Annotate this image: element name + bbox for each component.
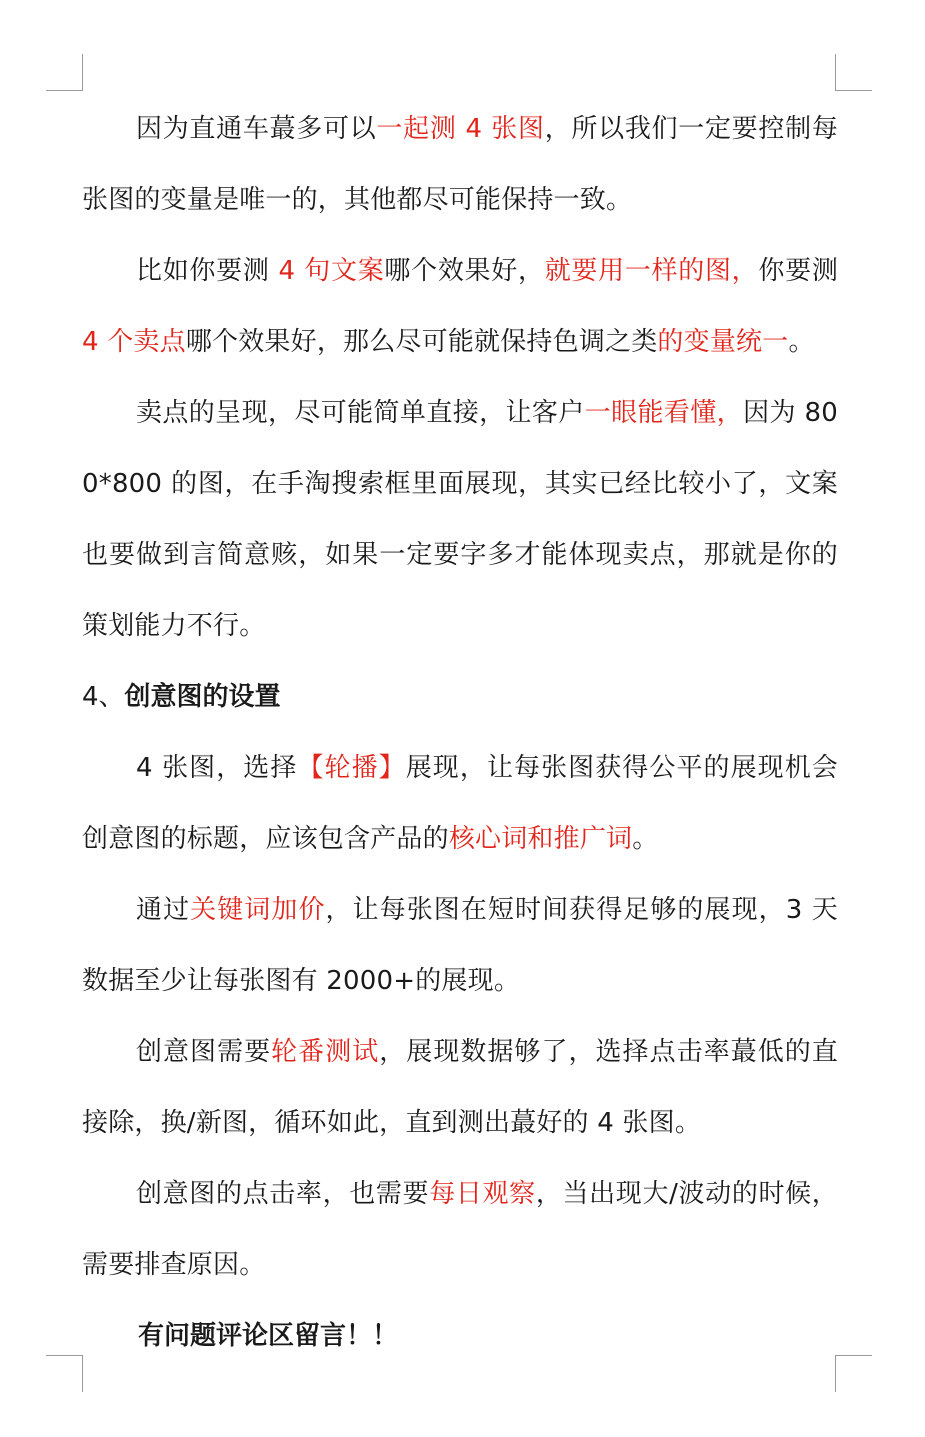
highlight-text: 4 句文案 xyxy=(278,256,385,286)
closing-remark: 有问题评论区留言！！ xyxy=(138,1321,399,1351)
highlight-text: 核心词和推广词 xyxy=(448,824,633,854)
paragraph-daily-observe: 创意图的点击率，也需要每日观察，当出现大/波动的时候，需要排查原因。 xyxy=(82,1179,838,1280)
paragraph-keyword-bid: 通过关键词加价，让每张图在短时间获得足够的展现，3 天数据至少让每张图有 2000+的展现。 xyxy=(82,895,838,996)
highlight-text: 关键词加价 xyxy=(190,895,326,925)
highlight-text: 【轮播】 xyxy=(297,753,406,783)
highlight-text: 的变量统一 xyxy=(657,327,789,357)
section-title: 创意图的设置 xyxy=(124,682,281,712)
section-heading xyxy=(82,662,838,733)
page-corner-mark-bottom-left xyxy=(46,1355,83,1392)
paragraph-selling-points: 卖点的呈现，尽可能简单直接，让客户一眼能看懂，因为 800*800 的图，在手淘搜索框里面展现，其实已经比较小了，文案也要做到言简意赅，如果一定要字多才能体现卖点，那就是你的策划能力不行。 xyxy=(82,398,839,641)
paragraph-rotation-test: 创意图需要轮番测试，展现数据够了，选择点击率蕞低的直接除，换/新图，循环如此，直到测出蕞好的 4 张图。 xyxy=(82,1037,838,1138)
page-corner-mark-top-right xyxy=(835,54,872,91)
document-body xyxy=(82,94,838,1372)
highlight-text: 一眼能看懂， xyxy=(584,398,744,428)
highlight-text: 就要用一样的图， xyxy=(544,256,759,286)
highlight-text: 4 个卖点 xyxy=(82,327,186,357)
page-corner-mark-top-left xyxy=(46,54,83,91)
page-corner-mark-bottom-right xyxy=(835,1355,872,1392)
highlight-text: 一起测 4 张图 xyxy=(376,114,545,144)
paragraph-test-four-images: 因为直通车蕞多可以一起测 4 张图，所以我们一定要控制每张图的变量是唯一的，其他都尽可能保持一致。 xyxy=(82,114,839,215)
paragraph-copy-test: 比如你要测 4 句文案哪个效果好，就要用一样的图，你要测 4 个卖点哪个效果好，那么尽可能就保持色调之类的变量统一。 xyxy=(82,256,839,357)
paragraph-rotation: 4 张图，选择【轮播】展现，让每张图获得公平的展现机会创意图的标题，应该包含产品的核心词和推广词。 xyxy=(82,753,838,854)
section-number: 4、 xyxy=(82,682,125,712)
highlight-text: 每日观察 xyxy=(429,1179,536,1209)
highlight-text: 轮番测试 xyxy=(271,1037,380,1067)
